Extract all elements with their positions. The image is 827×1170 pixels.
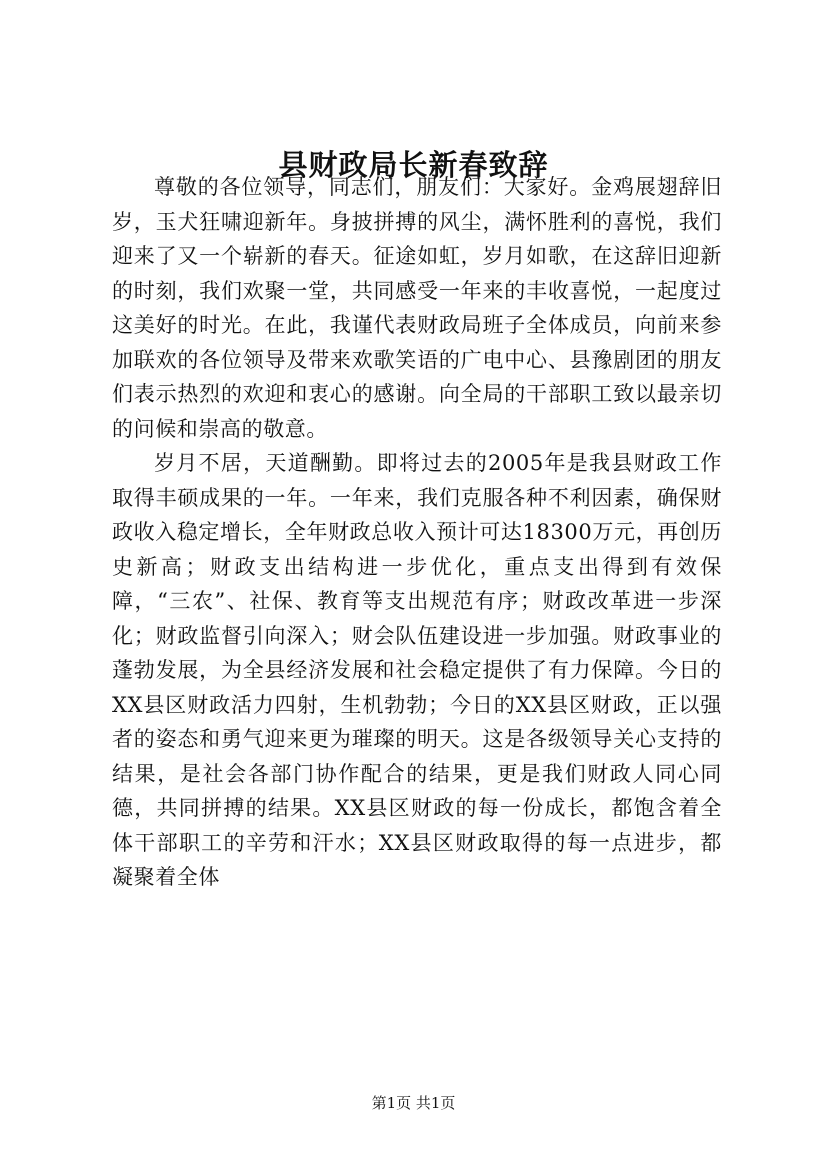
document-body bbox=[112, 170, 722, 895]
page-footer: 第1页 共1页 bbox=[371, 1094, 456, 1112]
paragraph-greeting: 尊敬的各位领导，同志们，朋友们：大家好。金鸡展翅辞旧岁，玉犬狂啸迎新年。身披拼搏的风尘，满怀胜利的喜悦，我们迎来了又一个崭新的春天。征途如虹，岁月如歌，在这辞旧迎新的时刻，我们欢聚一堂，共同感受一年来的丰收喜悦，一起度过这美好的时光。在此，我谨代表财政局班子全体成员，向前来参加联欢的各位领导及带来欢歌笑语的广电中心、县豫剧团的朋友们表示热烈的欢迎和衷心的感谢。向全局的干部职工致以最亲切的问候和崇高的敬意。 bbox=[112, 175, 722, 441]
paragraph-achievements: 岁月不居，天道酬勤。即将过去的2005年是我县财政工作取得丰硕成果的一年。一年来，我们克服各种不利因素，确保财政收入稳定增长，全年财政总收入预计可达18300万元，再创历史新高；财政支出结构进一步优化，重点支出得到有效保障，“三农”、社保、教育等支出规范有序；财政改革进一步深化；财政监督引向深入；财会队伍建设进一步加强。财政事业的蓬勃发展，为全县经济发展和社会稳定提供了有力保障。今日的XX县区财政活力四射，生机勃勃；今日的XX县区财政，正以强者的姿态和勇气迎来更为璀璨的明天。这是各级领导关心支持的结果，是社会各部门协作配合的结果，更是我们财政人同心同德，共同拼搏的结果。XX县区财政的每一份成长，都饱含着全体干部职工的辛劳和汗水；XX县区财政取得的每一点进步，都凝聚着全体 bbox=[112, 451, 722, 889]
page-title: 县财政局长新春致辞 bbox=[278, 148, 549, 182]
